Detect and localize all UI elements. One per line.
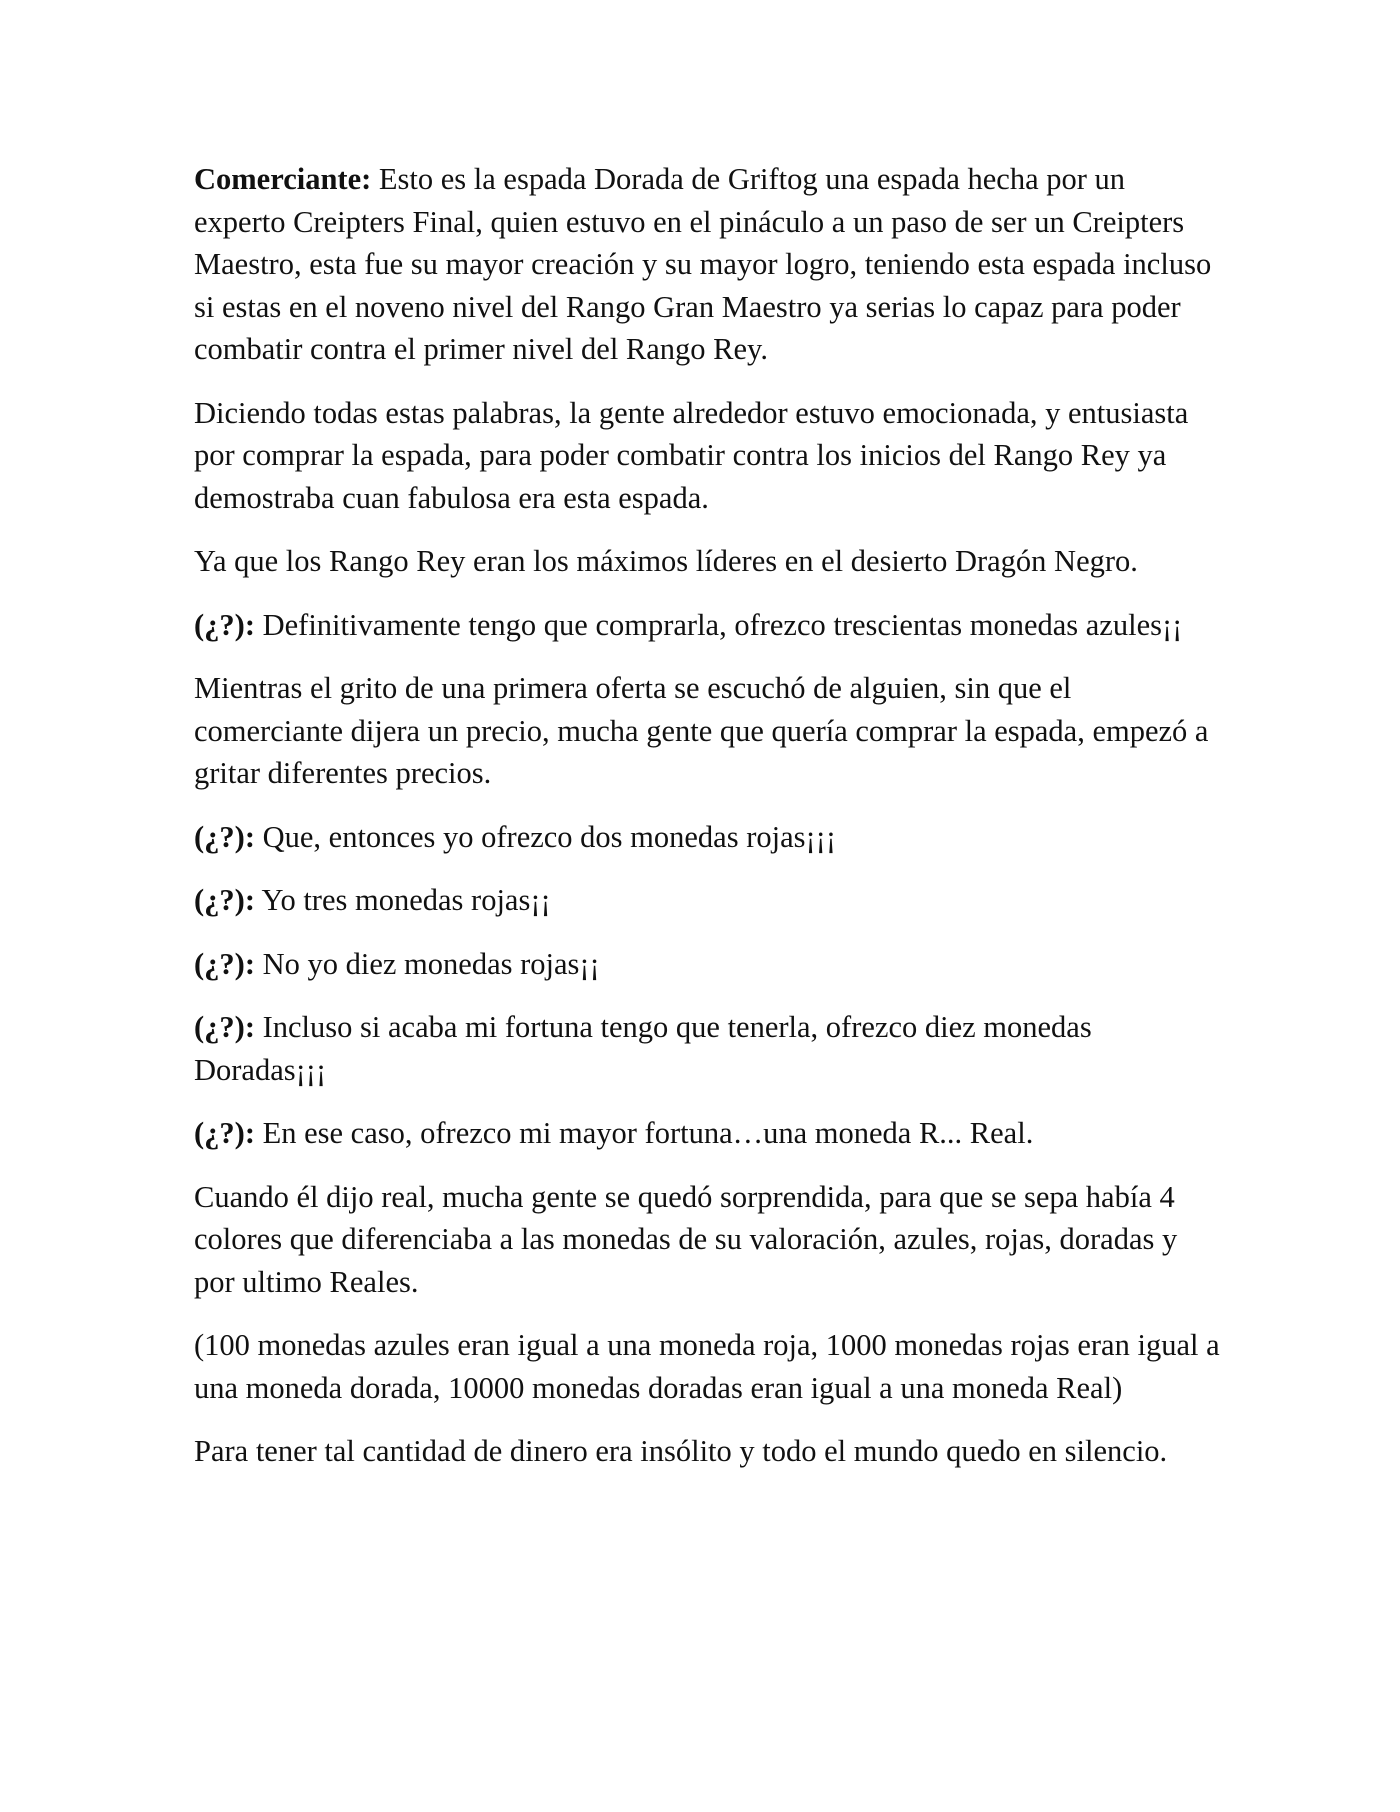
- paragraph-text: Ya que los Rango Rey eran los máximos líderes en el desierto Dragón Negro.: [194, 544, 1138, 578]
- paragraph-text: En ese caso, ofrezco mi mayor fortuna…una moneda R... Real.: [254, 1116, 1034, 1150]
- paragraph-12: [194, 1324, 1224, 1409]
- paragraph-text: Cuando él dijo real, mucha gente se quedó sorprendida, para que se sepa había 4 colores que diferenciaba a las monedas de su valoración, azules, rojas, doradas y por ultimo Reales.: [194, 1179, 1178, 1299]
- speaker-label: (¿?):: [194, 1010, 255, 1044]
- paragraph-text: Mientras el grito de una primera oferta se escuchó de alguien, sin que el comerciante dijera un precio, mucha gente que quería comprar la espada, empezó a gritar diferentes precios.: [194, 671, 1209, 790]
- paragraph-8: [194, 943, 1224, 986]
- paragraph-text: Que, entonces yo ofrezco dos monedas rojas¡¡¡: [254, 819, 836, 854]
- paragraph-4: [194, 604, 1224, 647]
- paragraph-text: Para tener tal cantidad de dinero era insólito y todo el mundo quedo en silencio.: [194, 1434, 1168, 1468]
- paragraph-5: [194, 667, 1224, 795]
- speaker-label: (¿?):: [194, 1116, 255, 1150]
- paragraph-11: [194, 1176, 1224, 1304]
- paragraph-text: Yo tres monedas rojas¡¡: [254, 883, 551, 917]
- paragraph-text: Definitivamente tengo que comprarla, ofrezco trescientas monedas azules¡¡: [254, 607, 1183, 642]
- paragraph-text: Incluso si acaba mi fortuna tengo que tenerla, ofrezco diez monedas Doradas¡¡¡: [194, 1010, 1092, 1087]
- speaker-label: (¿?):: [194, 883, 255, 917]
- paragraph-9: [194, 1006, 1224, 1091]
- paragraph-13: [194, 1430, 1224, 1473]
- paragraph-10: [194, 1112, 1224, 1155]
- document-body: [194, 158, 1224, 1494]
- paragraph-2: [194, 392, 1224, 520]
- speaker-label: (¿?):: [194, 819, 255, 854]
- paragraph-1: [194, 158, 1224, 371]
- paragraph-7: [194, 879, 1224, 922]
- paragraph-3: [194, 540, 1224, 583]
- speaker-label: (¿?):: [194, 946, 255, 981]
- paragraph-text: Diciendo todas estas palabras, la gente alrededor estuvo emocionada, y entusiasta por comprar la espada, para poder combatir contra los inicios del Rango Rey ya demostraba cuan fabulosa era esta espada.: [194, 395, 1189, 515]
- paragraph-text: (100 monedas azules eran igual a una moneda roja, 1000 monedas rojas eran igual a una moneda dorada, 10000 monedas doradas eran igual a una moneda Real): [194, 1328, 1220, 1405]
- paragraph-text: Esto es la espada Dorada de Griftog una espada hecha por un experto Creipters Final, quien estuvo en el pináculo a un paso de ser un Creipters Maestro, esta fue su mayor creación y su mayor logro, teniendo esta espada incluso si estas en el noveno nivel del Rango Gran Maestro ya serias lo capaz para poder combatir contra el primer nivel del Rango Rey.: [194, 162, 1212, 366]
- speaker-label: Comerciante:: [194, 162, 372, 196]
- paragraph-text: No yo diez monedas rojas¡¡: [254, 946, 600, 981]
- paragraph-6: [194, 816, 1224, 859]
- speaker-label: (¿?):: [194, 607, 255, 642]
